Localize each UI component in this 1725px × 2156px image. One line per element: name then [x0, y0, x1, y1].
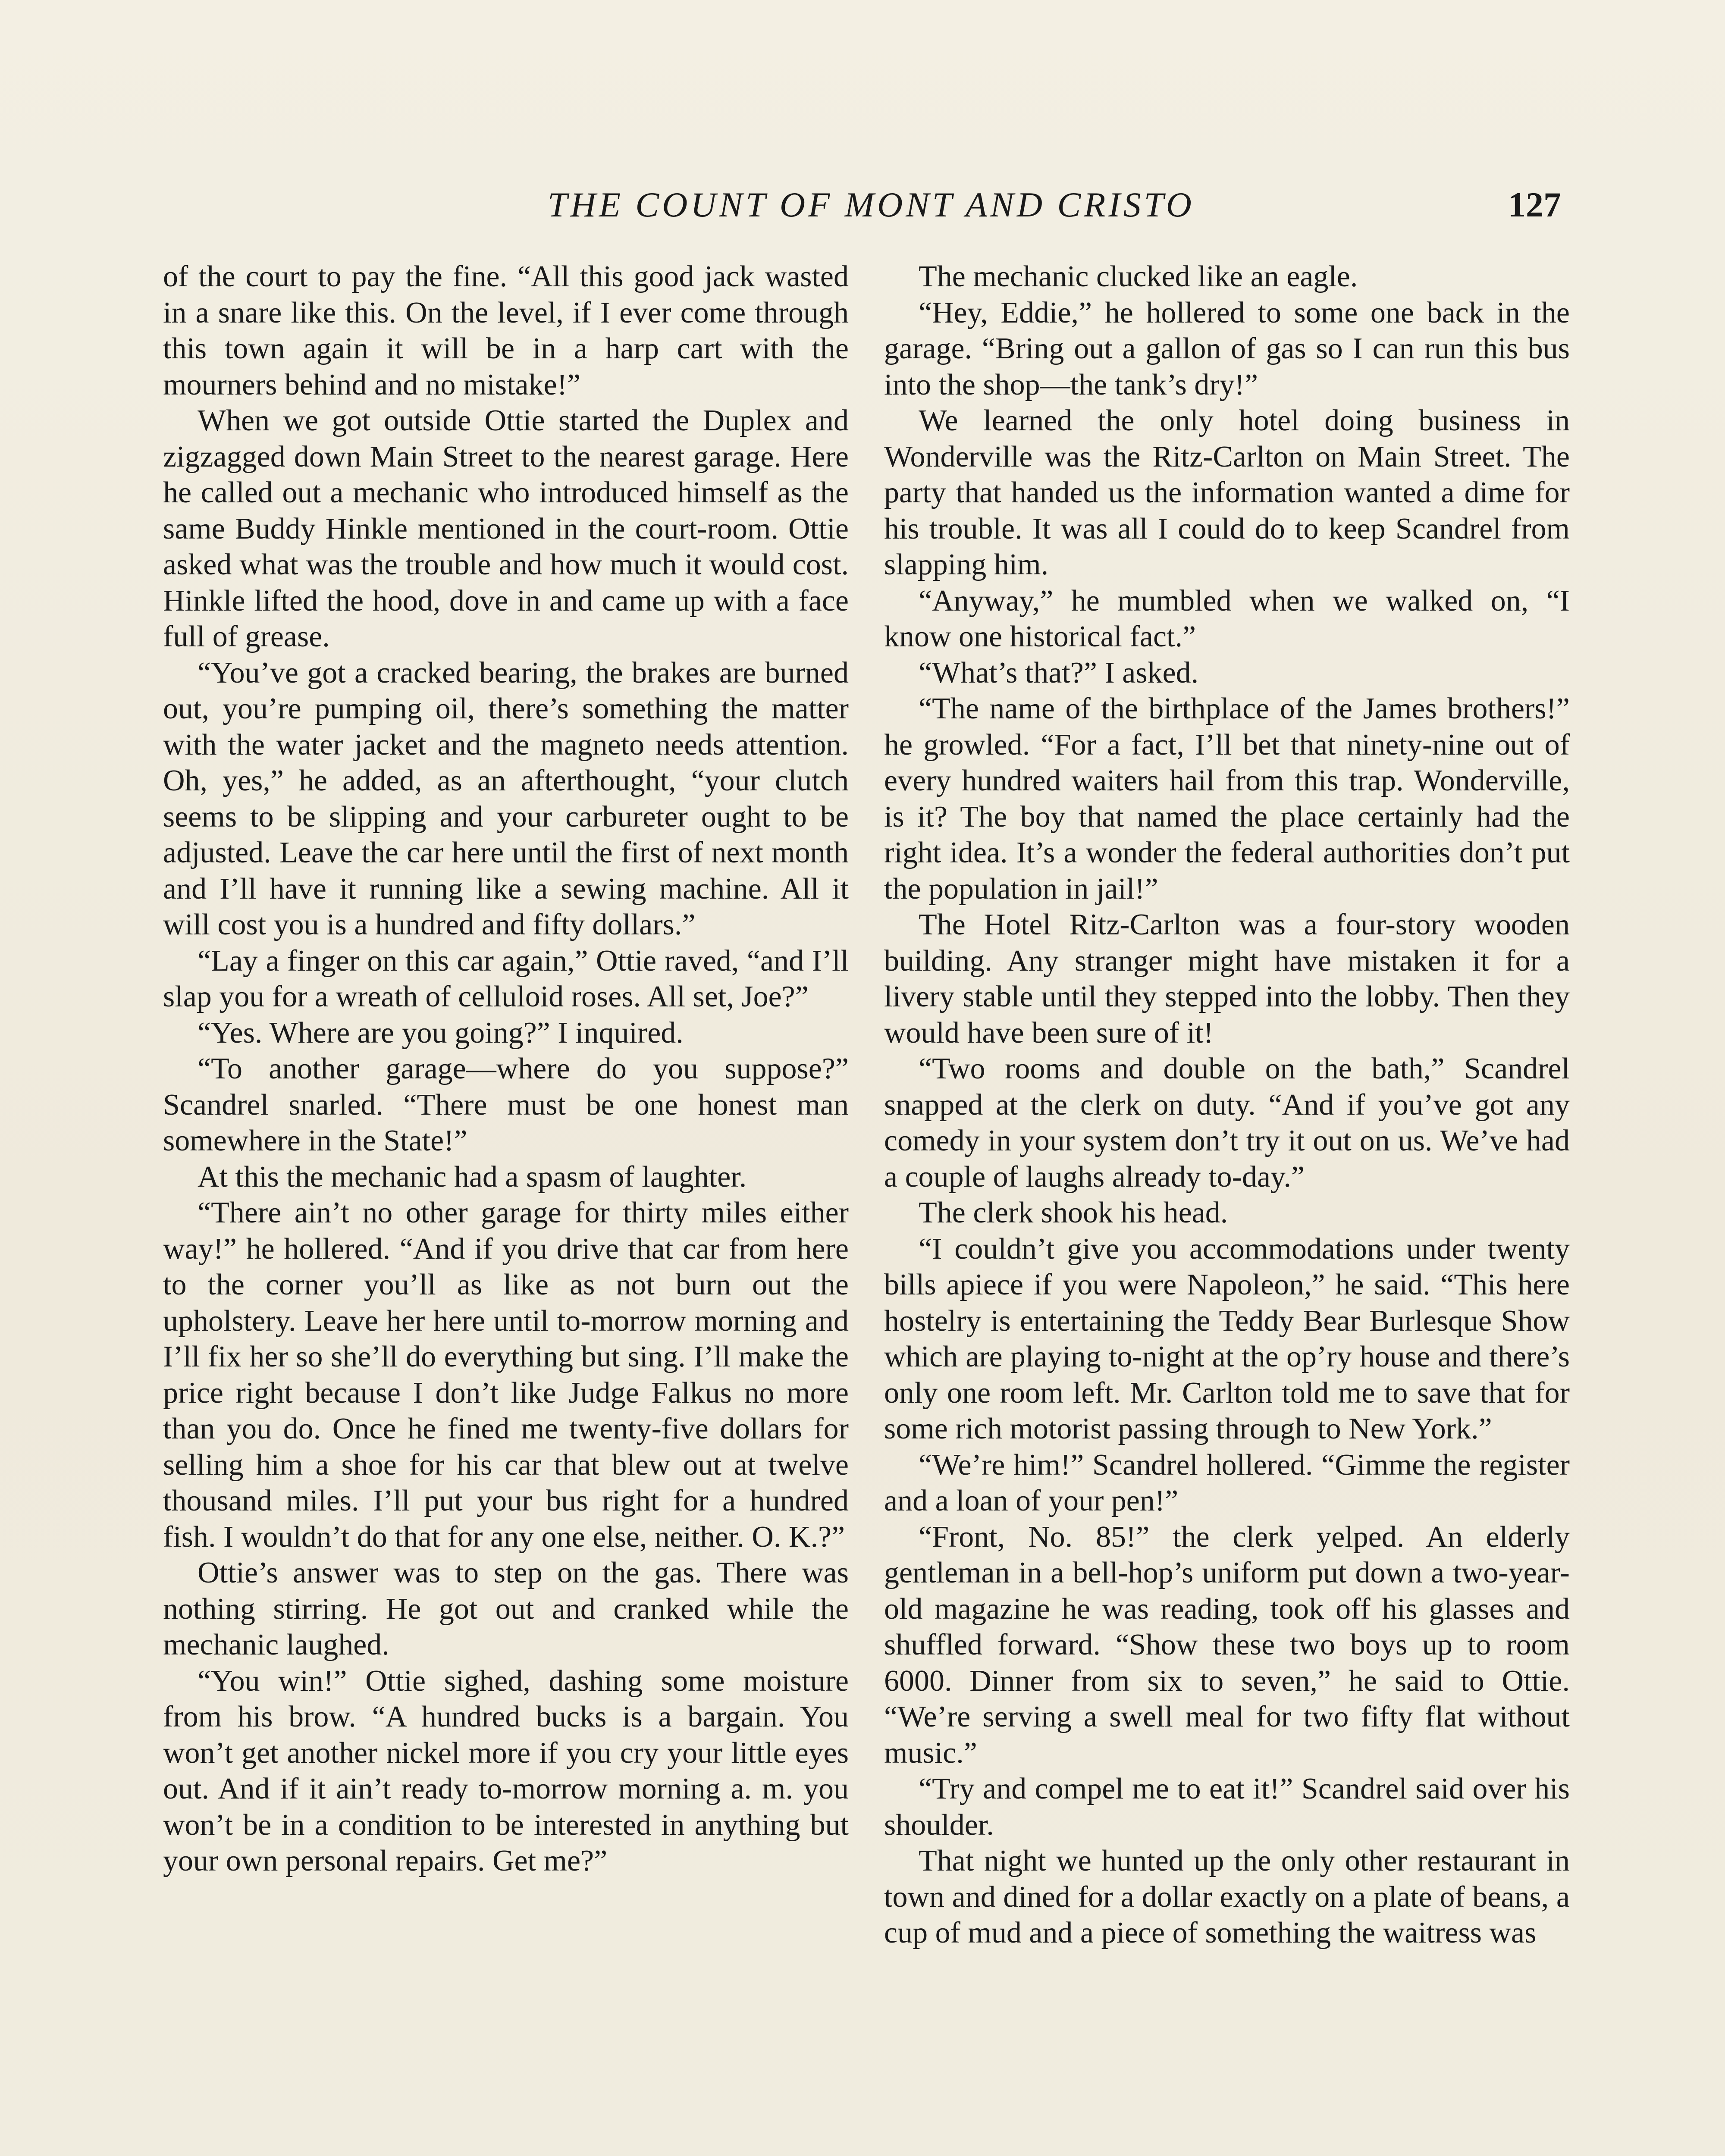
left-column [163, 259, 849, 1879]
paragraph: “You win!” Ottie sighed, dashing some moisture from his brow. “A hundred bucks is a bargain. You won’t get another nickel more if you cry your little eyes out. And if it ain’t ready to-morrow morning a. m. you won’t be in a condition to be interested in anything but your own personal repairs. Get me?” [163, 1664, 849, 1877]
paragraph: “Front, No. 85!” the clerk yelped. An elderly gentleman in a bell-hop’s uniform put down a two-year-old magazine he was reading, took off his glasses and shuffled forward. “Show these two boys up to room 6000. Dinner from six to seven,” he said to Ottie. “We’re serving a swell meal for two fifty flat without music.” [884, 1520, 1570, 1770]
paragraph: At this the mechanic had a spasm of laughter. [198, 1160, 747, 1194]
paragraph: “You’ve got a cracked bearing, the brakes are burned out, you’re pumping oil, there’s something the matter with the water jacket and the magneto needs attention. Oh, yes,” he added, as an afterthought, “your clutch seems to be slipping and your carbureter ought to be adjusted. Leave the car here until the first of next month and I’ll have it running like a sewing machine. All it will cost you is a hundred and fifty dollars.” [163, 656, 849, 941]
page-header [164, 181, 1561, 229]
paragraph: The Hotel Ritz-Carlton was a four-story wooden building. Any stranger might have mistaken it for a livery stable until they stepped into the lobby. Then they would have been sure of it! [884, 908, 1570, 1050]
paragraph: “We’re him!” Scandrel hollered. “Gimme the register and a loan of your pen!” [884, 1448, 1570, 1517]
running-title: THE COUNT OF MONT AND CRISTO [548, 185, 1195, 224]
paragraph: When we got outside Ottie started the Duplex and zigzagged down Main Street to the nearest garage. Here he called out a mechanic who introduced himself as the same Buddy Hinkle mentioned in the court-room. Ottie asked what was the trouble and how much it would cost. Hinkle lifted the hood, dove in and came up with a face full of grease. [163, 404, 849, 653]
paragraph: “To another garage—where do you suppose?” Scandrel snarled. “There must be one honest man somewhere in the State!” [163, 1052, 849, 1157]
paragraph: That night we hunted up the only other restaurant in town and dined for a dollar exactly on a plate of beans, a cup of mud and a piece of something the waitress was [884, 1844, 1570, 1949]
paragraph: “What’s that?” I asked. [919, 656, 1199, 689]
right-column [884, 259, 1570, 1951]
paragraph: “The name of the birthplace of the James brothers!” he growled. “For a fact, I’ll bet that ninety-nine out of every hundred waiters hail from this trap. Wonderville, is it? The boy that named the place certainly had the right idea. It’s a wonder the federal authorities don’t put the population in jail!” [884, 692, 1570, 906]
paragraph: “Two rooms and double on the bath,” Scandrel snapped at the clerk on duty. “And if you’ve got any comedy in your system don’t try it out on us. We’ve had a couple of laughs already to-day.” [884, 1052, 1570, 1194]
paragraph: “Hey, Eddie,” he hollered to some one back in the garage. “Bring out a gallon of gas so I can run this bus into the shop—the tank’s dry!” [884, 296, 1570, 401]
paragraph: “Try and compel me to eat it!” Scandrel said over his shoulder. [884, 1772, 1570, 1842]
paragraph: “I couldn’t give you accommodations under twenty bills apiece if you were Napoleon,” he said. “This here hostelry is entertaining the Teddy Bear Burlesque Show which are playing to-night at the op’ry house and there’s only one room left. Mr. Carlton told me to save that for some rich motorist passing through to New York.” [884, 1232, 1570, 1445]
paragraph: Ottie’s answer was to step on the gas. There was nothing stirring. He got out and cranked while the mechanic laughed. [163, 1556, 849, 1661]
paragraph: “There ain’t no other garage for thirty miles either way!” he hollered. “And if you drive that car from here to the corner you’ll as like as not burn out the upholstery. Leave her here until to-morrow morning and I’ll fix her so she’ll do everything but sing. I’ll make the price right because I don’t like Judge Falkus no more than you do. Once he fined me twenty-five dollars for selling him a shoe for his car that blew out at twelve thousand miles. I’ll put your bus right for a hundred fish. I wouldn’t do that for any one else, neither. O. K.?” [163, 1196, 849, 1554]
page-number: 127 [1508, 185, 1561, 224]
paragraph: “Lay a finger on this car again,” Ottie raved, “and I’ll slap you for a wreath of celluloid roses. All set, Joe?” [163, 944, 849, 1013]
paragraph: The mechanic clucked like an eagle. [919, 260, 1358, 293]
paragraph: “Yes. Where are you going?” I inquired. [198, 1016, 684, 1050]
paragraph: “Anyway,” he mumbled when we walked on, “I know one historical fact.” [884, 584, 1570, 653]
paragraph: We learned the only hotel doing business in Wonderville was the Ritz-Carlton on Main Street. The party that handed us the information wanted a dime for his trouble. It was all I could do to keep Scandrel from slapping him. [884, 404, 1570, 581]
paragraph: The clerk shook his head. [919, 1196, 1228, 1229]
paragraph: of the court to pay the fine. “All this good jack wasted in a snare like this. On the level, if I ever come through this town again it will be in a harp cart with the mourners behind and no mistake!” [163, 260, 849, 401]
